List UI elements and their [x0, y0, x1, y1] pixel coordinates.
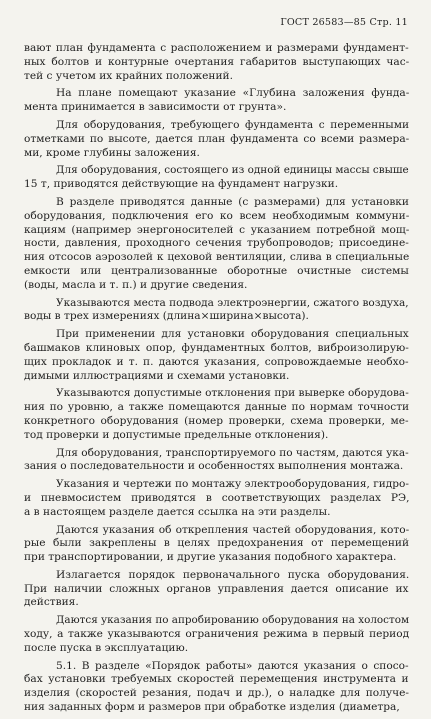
paragraph [24, 447, 409, 475]
paragraph [24, 524, 409, 565]
paragraph [24, 387, 409, 442]
text-line: воды в трех измерениях (длина×ширина×высота). [24, 310, 309, 323]
text-line: Излагается порядок первоначального пуска оборудования. [56, 568, 409, 581]
text-line: Для оборудования, требующего фундамента с переменными [56, 118, 409, 131]
page-header: ГОСТ 26583—85 Стр. 11 [280, 17, 408, 28]
paragraph [24, 614, 409, 655]
text-line: конкретного оборудования (номер проверки, схема проверки, ме- [24, 414, 409, 427]
text-line: ности, давления, проходного сечения трубопроводов; присоедине- [24, 237, 409, 250]
text-line: и пневмосистем приводятся в соответствующих разделах РЭ, [24, 491, 409, 504]
text-line: ходу, а также указываются ограничения режима в первый период [24, 628, 409, 641]
text-line: При применении для установки оборудования специальных [56, 328, 409, 341]
text-line: вают план фундамента с расположением и размерами фундамент- [24, 42, 409, 54]
text-line: Указываются допустимые отклонения при выверке оборудова- [56, 387, 409, 400]
text-line: рые были закреплены в целях предохранения от перемещений [24, 537, 409, 550]
text-line: Даются указания по апробированию оборудования на холостом [56, 614, 409, 627]
paragraph [24, 119, 409, 160]
text-line: щих прокладок и т. п. даются указания, сопровождаемые необхо- [24, 355, 409, 368]
paragraph [24, 569, 409, 610]
text-line: бах установки требуемых скоростей перемещения инструмента и [24, 673, 409, 686]
text-line: зания о последовательности и особенностях выполнения монтажа. [24, 460, 404, 473]
paragraph [24, 297, 409, 325]
text-line: при транспортировании, и другие указания подобного характера. [24, 551, 397, 564]
text-line: Указываются места подвода электроэнергии, сжатого воздуха, [56, 296, 409, 309]
text-line: отметками по высоте, дается план фундамента со всеми размера- [24, 132, 409, 145]
text-line: 5.1. В разделе «Порядок работы» даются указания о спосо- [56, 659, 409, 672]
text-line: Даются указания об открепления частей оборудования, кото- [56, 523, 409, 536]
text-line: ния отсосов аэрозолей к цеховой вентиляции, слива в специальные [24, 251, 409, 264]
paragraph [24, 660, 409, 715]
text-line: На плане помещают указание «Глубина заложения фунда- [56, 87, 409, 100]
text-line: Указания и чертежи по монтажу электрооборудования, гидро- [56, 478, 409, 491]
text-line: (воды, масла и т. п.) и другие сведения. [24, 278, 248, 291]
text-line: действия. [24, 596, 79, 609]
text-line: а в настоящем разделе дается ссылка на эти разделы. [24, 505, 331, 518]
text-line: ния заданных форм и размеров при обработке изделия (диаметра, [24, 701, 400, 714]
paragraph [24, 478, 409, 519]
paragraph [24, 42, 409, 83]
text-line: Для оборудования, состоящего из одной единицы массы свыше [56, 164, 409, 177]
document-body [24, 42, 409, 719]
paragraph [24, 87, 409, 115]
text-line: 15 т, приводятся действующие на фундамент нагрузки. [24, 178, 339, 191]
text-line: кациям (например энергоносителей с указанием потребной мощ- [24, 223, 409, 236]
text-line: димыми иллюстрациями и схемами установки. [24, 369, 290, 382]
text-line: мента принимается в зависимости от грунта». [24, 101, 287, 114]
text-line: после пуска в эксплуатацию. [24, 641, 189, 654]
text-line: В разделе приводятся данные (с размерами) для установки [56, 195, 409, 208]
text-line: башмаков клиновых опор, фундаментных болтов, виброизолирую- [24, 341, 409, 354]
text-line: тод проверки и допустимые предельные отклонения). [24, 428, 329, 441]
text-line: Для оборудования, транспортируемого по частям, даются ука- [56, 446, 409, 459]
text-line: тей с учетом их крайних положений. [24, 69, 233, 82]
text-line: емкости или централизованные оборотные очистные системы [24, 264, 409, 277]
text-line: оборудования, подключения его ко всем необходимым коммуни- [24, 209, 409, 222]
paragraph [24, 164, 409, 192]
text-line: При наличии сложных органов управления дается описание их [24, 582, 409, 595]
text-line: ми, кроме глубины заложения. [24, 146, 200, 159]
text-line: ния по уровню, а также помещаются данные по нормам точности [24, 401, 409, 414]
text-line: изделия (скоростей резания, подач и др.), о наладке для получе- [24, 687, 409, 700]
text-line: ных болтов и контурные очертания габаритов выступающих час- [24, 55, 409, 68]
paragraph [24, 328, 409, 383]
paragraph [24, 196, 409, 293]
